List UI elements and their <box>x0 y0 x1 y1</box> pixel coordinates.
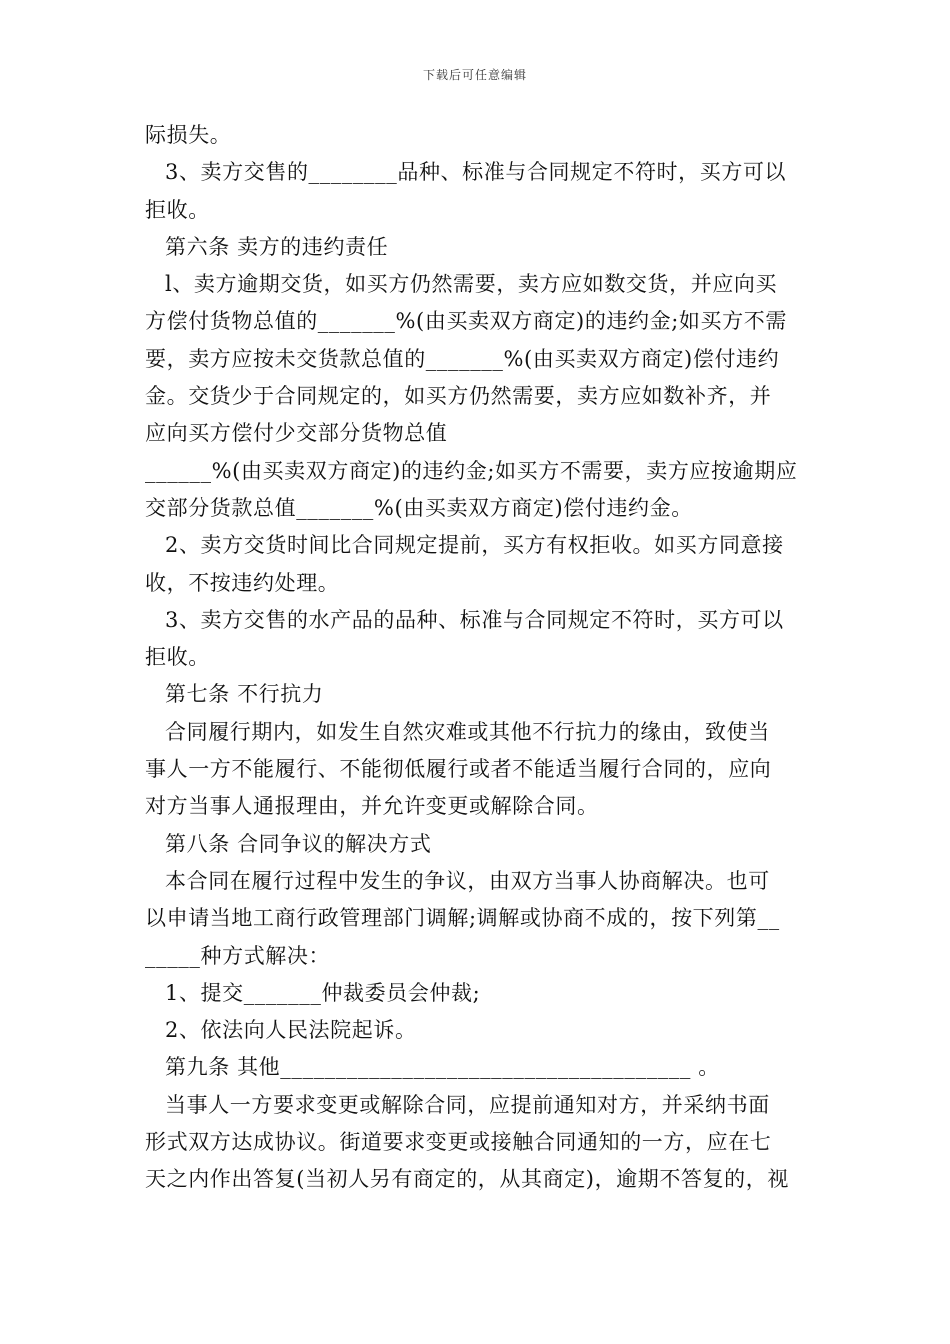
document-line: 交部分货款总值_______%(由买卖双方商定)偿付违约金。 <box>145 495 693 520</box>
document-line: 方偿付货物总值的_______%(由买卖双方商定)的违约金;如买方不需 <box>145 309 787 334</box>
document-line: 形式双方达成协议。街道要求变更或接触合同通知的一方，应在七 <box>145 1130 772 1155</box>
document-line: 事人一方不能履行、不能彻低履行或者不能适当履行合同的，应向 <box>145 757 772 782</box>
document-line: 合同履行期内，如发生自然灾难或其他不行抗力的缘由，致使当 <box>165 719 770 744</box>
document-line: 本合同在履行过程中发生的争议，由双方当事人协商解决。也可 <box>165 868 770 893</box>
document-line: 金。交货少于合同规定的，如买方仍然需要，卖方应如数补齐，并 <box>145 384 772 409</box>
document-line: 当事人一方要求变更或解除合同，应提前通知对方，并采纳书面 <box>165 1092 770 1117</box>
document-line: 2、卖方交货时间比合同规定提前，买方有权拒收。如买方同意接 <box>165 533 784 558</box>
document-line: 际损失。 <box>145 123 232 147</box>
document-line: 对方当事人通报理由，并允许变更或解除合同。 <box>145 794 599 819</box>
document-line: 第九条 其他_____________________________________ 。 <box>165 1055 720 1080</box>
document-line: 应向买方偿付少交部分货物总值 <box>145 421 448 446</box>
document-line: 要，卖方应按未交货款总值的_______%(由买卖双方商定)偿付违约 <box>145 346 780 371</box>
document-line: 3、卖方交售的水产品的品种、标准与合同规定不符时，买方可以 <box>165 607 784 632</box>
document-line: 拒收。 <box>145 197 210 222</box>
document-line: 第六条 卖方的违约责任 <box>165 234 389 259</box>
document-line: 第八条 合同争议的解决方式 <box>165 831 432 856</box>
document-line: 2、依法向人民法院起诉。 <box>165 1018 417 1043</box>
page-header: 下载后可任意编辑 <box>422 68 527 82</box>
document-line: _____种方式解决： <box>145 943 331 968</box>
document-line: l、卖方逾期交货，如买方仍然需要，卖方应如数交货，并应向买 <box>165 272 778 297</box>
document-line: ______%(由买卖双方商定)的违约金;如买方不需要，卖方应按逾期应 <box>145 458 798 483</box>
document-line: 1、提交_______仲裁委员会仲裁; <box>165 980 481 1005</box>
document-line: 收，不按违约处理。 <box>145 570 340 595</box>
document-line: 以申请当地工商行政管理部门调解;调解或协商不成的，按下列第__ <box>145 906 780 931</box>
document-line: 天之内作出答复(当初人另有商定的，从其商定)，逾期不答复的，视 <box>145 1167 789 1192</box>
document-body <box>145 117 815 1199</box>
document-line: 3、卖方交售的________品种、标准与合同规定不符时，买方可以 <box>165 160 787 185</box>
document-line: 第七条 不行抗力 <box>165 682 324 707</box>
document-line: 拒收。 <box>145 645 210 670</box>
